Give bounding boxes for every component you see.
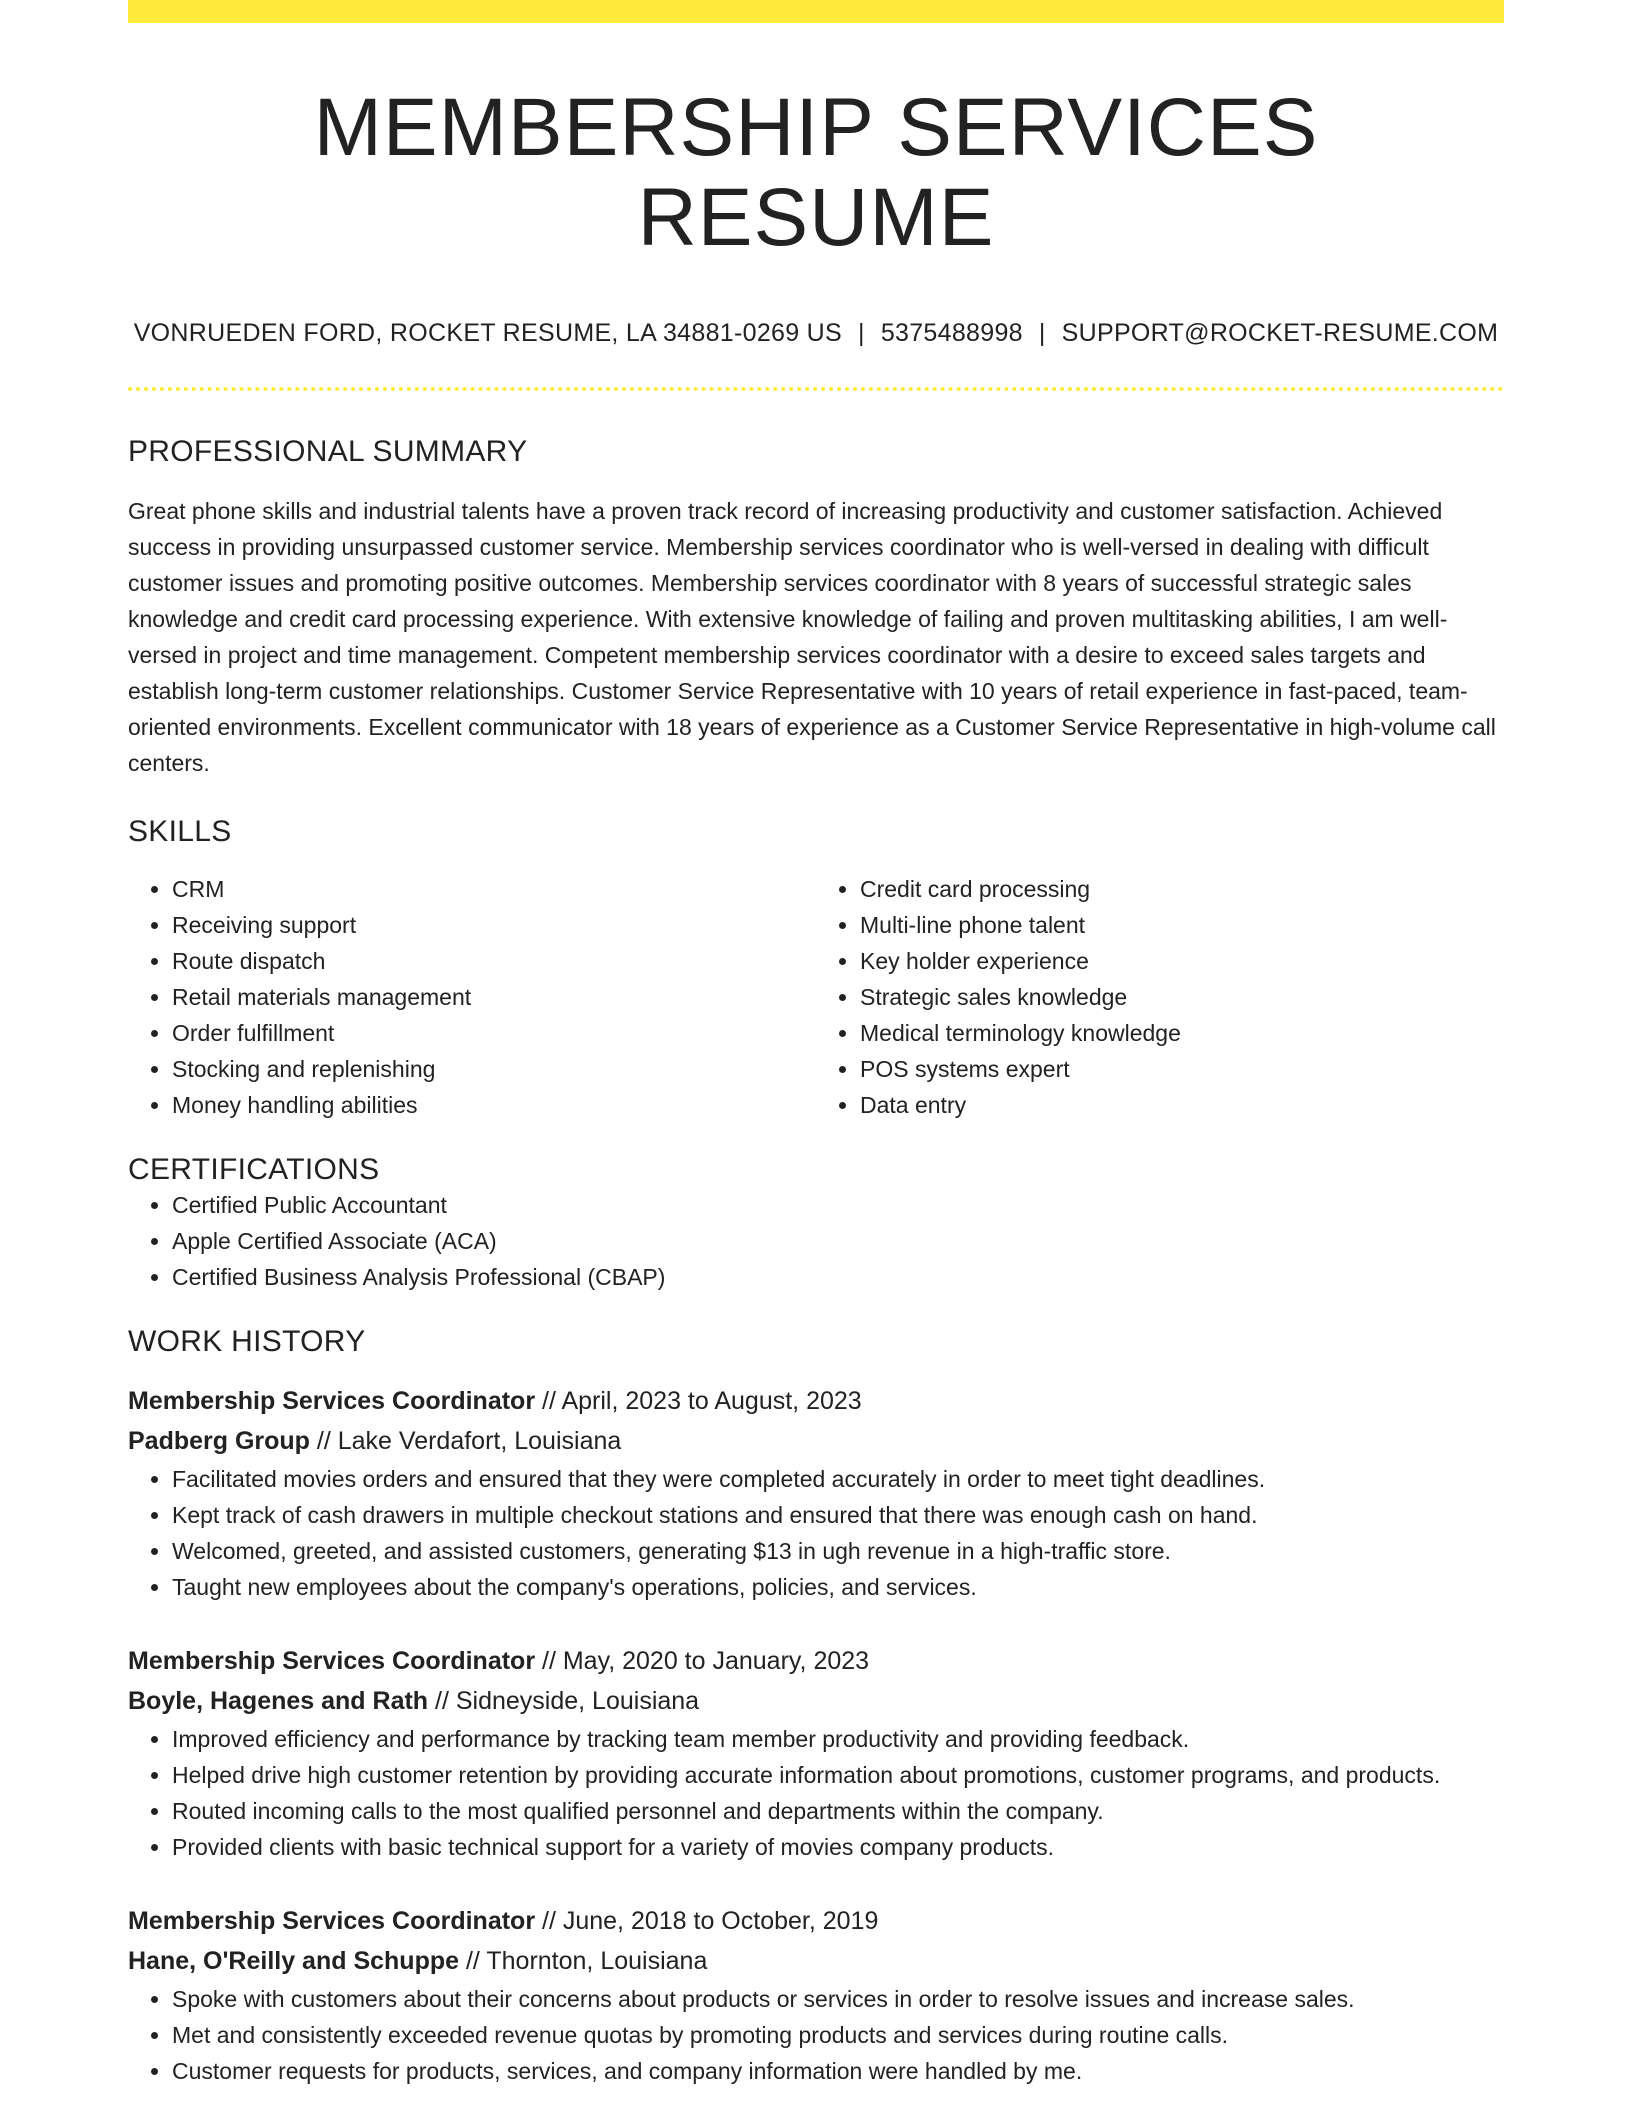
certifications-heading: CERTIFICATIONS [128,1153,380,1187]
job-bullet: • Customer requests for products, services, and company information were handled by me. [172,2053,1504,2089]
job-location: // Sidneyside, Louisiana [428,1687,700,1716]
contact-email: SUPPORT@ROCKET-RESUME.COM [1061,319,1499,348]
skill-item: • Money handling abilities [172,1087,816,1123]
skill-item: • Credit card processing [860,871,1504,907]
certification-item: • Certified Public Accountant [172,1187,1504,1223]
skill-item: • Order fulfillment [172,1015,816,1051]
skill-item: • Multi-line phone talent [860,907,1504,943]
job-dates: // April, 2023 to August, 2023 [535,1387,862,1416]
skills-grid [128,871,1504,1123]
resume-title: MEMBERSHIP SERVICES RESUME [313,82,1319,264]
resume-page [128,0,1504,2089]
job-company-line [128,1941,1504,1981]
skill-item: • Stocking and replenishing [172,1051,816,1087]
work-history-heading: WORK HISTORY [128,1325,366,1359]
job-bullet: • Provided clients with basic technical support for a variety of movies company products. [172,1829,1504,1865]
certifications-list [128,1187,1504,1295]
job-bullet: • Met and consistently exceeded revenue quotas by promoting products and services during routine calls. [172,2017,1504,2053]
contact-phone: 5375488998 [880,319,1023,348]
job-company: Hane, O'Reilly and Schuppe [128,1947,460,1976]
certification-item: • Certified Business Analysis Professional (CBAP) [172,1259,1504,1295]
job-title-line [128,1641,1504,1681]
skill-item: • Medical terminology knowledge [860,1015,1504,1051]
job-bullet: • Facilitated movies orders and ensured that they were completed accurately in order to meet tight deadlines. [172,1461,1504,1497]
skill-item: • Key holder experience [860,943,1504,979]
summary-text: Great phone skills and industrial talents have a proven track record of increasing productivity and customer satisfaction. Achieved success in providing unsurpassed customer service. Membership services coordinator who is well-versed in dealing with difficult customer issues and promoting positive outcomes. Membership services coordinator with 8 years of successful strategic sales knowledge and credit card processing experience. With extensive knowledge of failing and proven multitasking abilities, I am well-versed in project and time management. Competent membership services coordinator with a desire to exceed sales targets and establish long-term customer relationships. Customer Service Representative with 10 years of retail experience in fast-paced, team-oriented environments. Excellent communicator with 18 years of experience as a Customer Service Representative in high-volume call centers. [128,498,1496,777]
certification-item: • Apple Certified Associate (ACA) [172,1223,1504,1259]
job-bullet: • Helped drive high customer retention by providing accurate information about promotions, customer programs, and products. [172,1757,1504,1793]
job-title-line [128,1381,1504,1421]
skills-column-right [816,871,1504,1123]
skills-heading: SKILLS [128,815,232,849]
skill-item: • Route dispatch [172,943,816,979]
contact-line [128,319,1504,348]
dotted-divider [128,387,1504,391]
job-company-line [128,1421,1504,1461]
job-entry [128,1641,1504,1865]
skill-item: • Data entry [860,1087,1504,1123]
contact-separator: | [858,319,865,348]
summary-heading: PROFESSIONAL SUMMARY [128,435,528,469]
job-entry [128,1381,1504,1605]
job-bullet: • Spoke with customers about their concerns about products or services in order to resolve issues and increase sales. [172,1981,1504,2017]
job-bullet: • Routed incoming calls to the most qualified personnel and departments within the company. [172,1793,1504,1829]
job-location: // Lake Verdafort, Louisiana [309,1427,622,1456]
job-title: Membership Services Coordinator [128,1907,536,1936]
job-bullet: • Improved efficiency and performance by tracking team member productivity and providing feedback. [172,1721,1504,1757]
skill-item: • CRM [172,871,816,907]
job-bullet: • Kept track of cash drawers in multiple checkout stations and ensured that there was enough cash on hand. [172,1497,1504,1533]
job-title: Membership Services Coordinator [128,1647,536,1676]
job-entry [128,1901,1504,2089]
job-bullet: • Welcomed, greeted, and assisted customers, generating $13 in ugh revenue in a high-traffic store. [172,1533,1504,1569]
skill-item: • Strategic sales knowledge [860,979,1504,1015]
job-title: Membership Services Coordinator [128,1387,536,1416]
job-dates: // May, 2020 to January, 2023 [535,1647,870,1676]
job-title-line [128,1901,1504,1941]
job-company: Boyle, Hagenes and Rath [128,1687,429,1716]
job-bullet: • Taught new employees about the company's operations, policies, and services. [172,1569,1504,1605]
top-accent-bar [128,0,1504,23]
skill-item: • POS systems expert [860,1051,1504,1087]
job-company-line [128,1681,1504,1721]
job-company: Padberg Group [128,1427,310,1456]
job-dates: // June, 2018 to October, 2019 [535,1907,879,1936]
skill-item: • Retail materials management [172,979,816,1015]
skills-list-right [816,871,1504,1123]
job-bullets [128,1461,1504,1605]
job-location: // Thornton, Louisiana [459,1947,708,1976]
contact-separator: | [1038,319,1046,348]
contact-address: VONRUEDEN FORD, ROCKET RESUME, LA 34881-0269 US [133,319,843,348]
job-bullets [128,1721,1504,1865]
skill-item: • Receiving support [172,907,816,943]
skills-list-left [128,871,816,1123]
skills-column-left [128,871,816,1123]
job-bullets [128,1981,1504,2089]
